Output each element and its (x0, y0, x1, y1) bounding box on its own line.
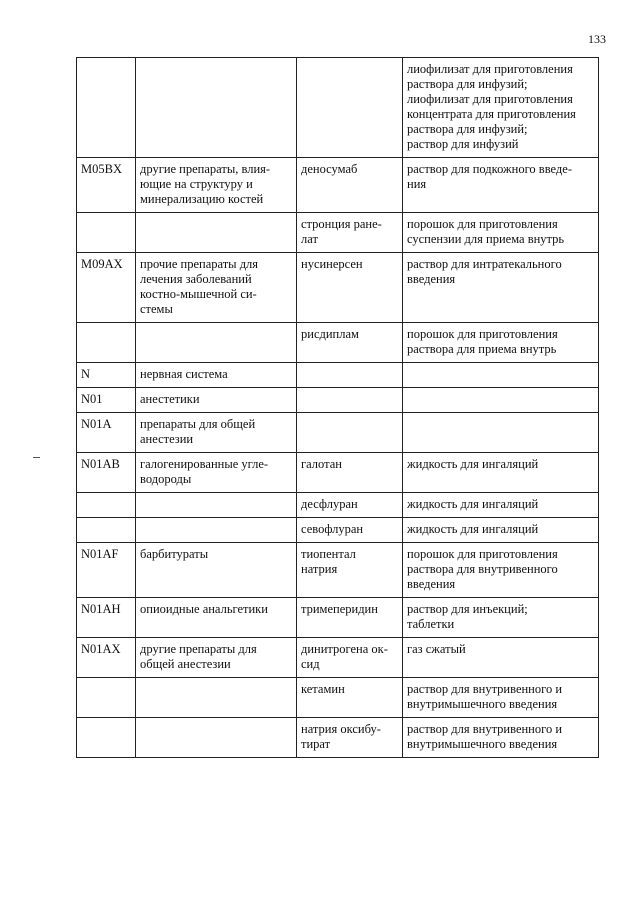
dosage-form-cell: порошок для приготовления раствора для внутривенного введения (403, 543, 599, 598)
table-row (77, 213, 599, 253)
pharmacological-group-cell: нервная система (136, 363, 297, 388)
drug-name-cell: севофлуран (297, 518, 403, 543)
table-row (77, 598, 599, 638)
drug-name-cell: деносумаб (297, 158, 403, 213)
atc-code-cell (77, 678, 136, 718)
dosage-form-cell: жидкость для ингаляций (403, 518, 599, 543)
drug-name-cell (297, 58, 403, 158)
dosage-form-cell: раствор для подкожного введе- ния (403, 158, 599, 213)
table-body (77, 58, 599, 758)
pharmacological-group-cell: другие препараты, влия- ющие на структуру и минерализацию костей (136, 158, 297, 213)
dosage-form-cell: газ сжатый (403, 638, 599, 678)
atc-code-cell: N01AF (77, 543, 136, 598)
dosage-form-cell: жидкость для ингаляций (403, 493, 599, 518)
table-row (77, 253, 599, 323)
drug-name-cell: кетамин (297, 678, 403, 718)
dosage-form-cell: лиофилизат для приготовления раствора для инфузий; лиофилизат для приготовления концентрата для приготовления раствора для инфузий; раствор для инфузий (403, 58, 599, 158)
page-number: 133 (588, 32, 606, 46)
table-row (77, 493, 599, 518)
table-row (77, 453, 599, 493)
drug-classification-table (76, 57, 599, 758)
drug-name-cell: тиопентал натрия (297, 543, 403, 598)
pharmacological-group-cell: другие препараты для общей анестезии (136, 638, 297, 678)
pharmacological-group-cell: препараты для общей анестезии (136, 413, 297, 453)
dosage-form-cell: жидкость для ингаляций (403, 453, 599, 493)
pharmacological-group-cell (136, 518, 297, 543)
atc-code-cell (77, 213, 136, 253)
atc-code-cell: N (77, 363, 136, 388)
drug-name-cell: стронция ране- лат (297, 213, 403, 253)
atc-code-cell: N01 (77, 388, 136, 413)
pharmacological-group-cell (136, 58, 297, 158)
atc-code-cell: N01AX (77, 638, 136, 678)
pharmacological-group-cell: галогенированные угле- водороды (136, 453, 297, 493)
drug-name-cell (297, 388, 403, 413)
drug-name-cell: нусинерсен (297, 253, 403, 323)
drug-name-cell: натрия оксибу- тират (297, 718, 403, 758)
drug-name-cell (297, 413, 403, 453)
table-row (77, 363, 599, 388)
atc-code-cell: N01A (77, 413, 136, 453)
table-row (77, 158, 599, 213)
margin-mark (33, 457, 40, 458)
pharmacological-group-cell (136, 213, 297, 253)
pharmacological-group-cell (136, 718, 297, 758)
pharmacological-group-cell (136, 493, 297, 518)
drug-name-cell: динитрогена ок- сид (297, 638, 403, 678)
pharmacological-group-cell: анестетики (136, 388, 297, 413)
table-row (77, 718, 599, 758)
drug-name-cell: рисдиплам (297, 323, 403, 363)
dosage-form-cell (403, 388, 599, 413)
table-row (77, 518, 599, 543)
atc-code-cell: M05BX (77, 158, 136, 213)
dosage-form-cell: порошок для приготовления суспензии для приема внутрь (403, 213, 599, 253)
pharmacological-group-cell (136, 323, 297, 363)
drug-name-cell: галотан (297, 453, 403, 493)
table-row (77, 638, 599, 678)
atc-code-cell (77, 323, 136, 363)
dosage-form-cell: раствор для внутривенного и внутримышечного введения (403, 678, 599, 718)
dosage-form-cell: порошок для приготовления раствора для приема внутрь (403, 323, 599, 363)
table-row (77, 678, 599, 718)
table-row (77, 58, 599, 158)
pharmacological-group-cell: опиоидные анальгетики (136, 598, 297, 638)
dosage-form-cell: раствор для интратекального введения (403, 253, 599, 323)
atc-code-cell (77, 493, 136, 518)
drug-name-cell: тримеперидин (297, 598, 403, 638)
table-row (77, 323, 599, 363)
atc-code-cell: N01AB (77, 453, 136, 493)
atc-code-cell: M09AX (77, 253, 136, 323)
atc-code-cell (77, 518, 136, 543)
dosage-form-cell: раствор для внутривенного и внутримышечного введения (403, 718, 599, 758)
pharmacological-group-cell (136, 678, 297, 718)
table-row (77, 413, 599, 453)
table-row (77, 543, 599, 598)
dosage-form-cell (403, 363, 599, 388)
pharmacological-group-cell: прочие препараты для лечения заболеваний костно-мышечной си- стемы (136, 253, 297, 323)
pharmacological-group-cell: барбитураты (136, 543, 297, 598)
drug-name-cell (297, 363, 403, 388)
drug-name-cell: десфлуран (297, 493, 403, 518)
dosage-form-cell: раствор для инъекций; таблетки (403, 598, 599, 638)
atc-code-cell: N01AH (77, 598, 136, 638)
atc-code-cell (77, 58, 136, 158)
dosage-form-cell (403, 413, 599, 453)
atc-code-cell (77, 718, 136, 758)
table-row (77, 388, 599, 413)
